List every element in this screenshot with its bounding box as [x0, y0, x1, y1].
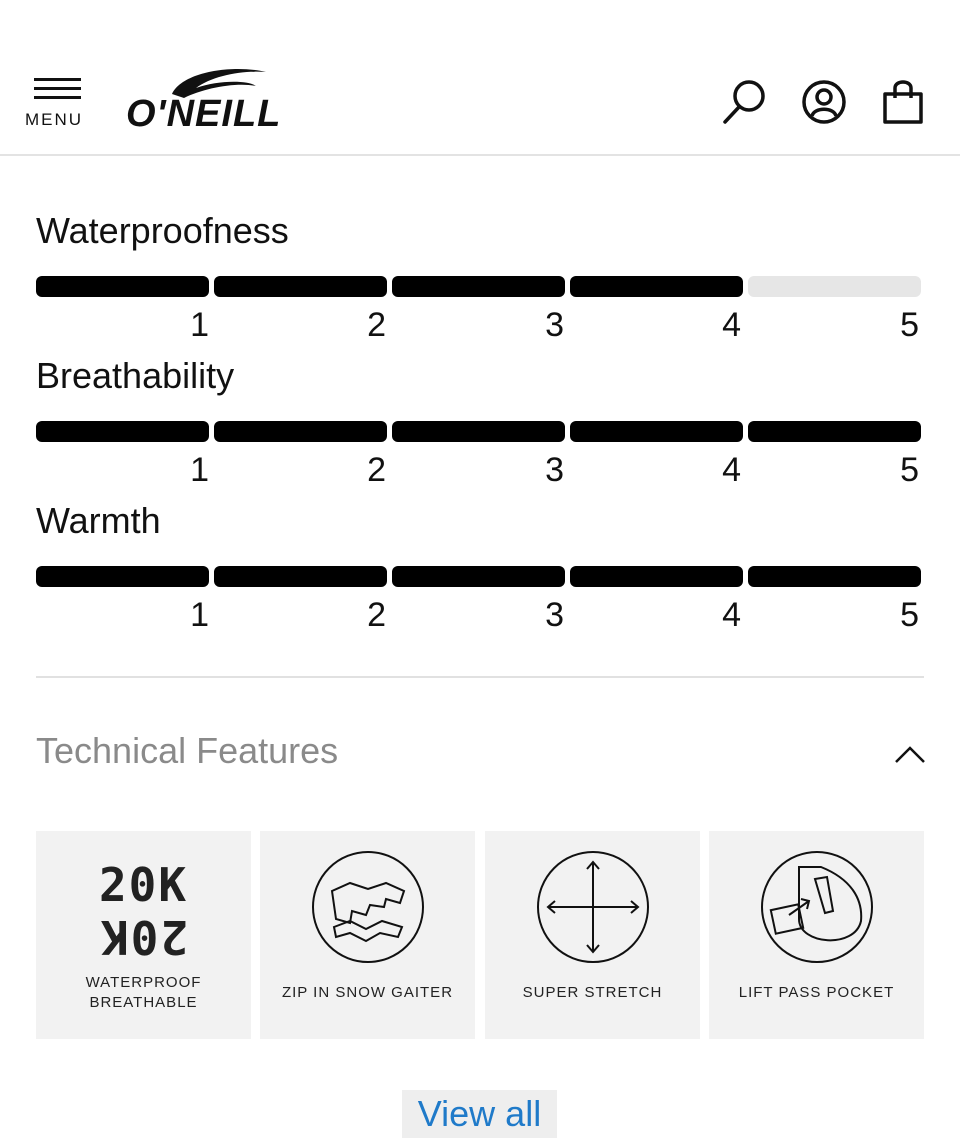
- scale-number: 2: [367, 451, 386, 489]
- scale-number: 3: [545, 596, 564, 634]
- feature-label: WATERPROOF BREATHABLE: [85, 974, 202, 1011]
- bag-icon[interactable]: [879, 78, 927, 126]
- view-all-button[interactable]: View all: [402, 1090, 557, 1138]
- feature-label: SUPER STRETCH: [522, 984, 663, 1001]
- rating-segment-filled: [570, 421, 743, 442]
- scale-number: 2: [367, 306, 386, 344]
- rating-segment-empty: [748, 276, 921, 297]
- rating-segment-filled: [214, 276, 387, 297]
- scale-number: 4: [722, 596, 741, 634]
- rating-segment-filled: [392, 421, 565, 442]
- scale-number: 5: [900, 596, 919, 634]
- rating-segment-filled: [36, 421, 209, 442]
- menu-button[interactable]: [24, 74, 94, 134]
- rating-segment-filled: [570, 276, 743, 297]
- 20k-icon: 20K: [98, 858, 189, 912]
- scale-number: 2: [367, 596, 386, 634]
- rating-segment-filled: [392, 276, 565, 297]
- scale-number: 3: [545, 451, 564, 489]
- logo-wordmark: O'NEILL: [126, 93, 282, 132]
- rating-segment-filled: [748, 566, 921, 587]
- search-icon[interactable]: [721, 78, 769, 126]
- snow-gaiter-icon: [310, 849, 426, 965]
- lift-pass-pocket-icon: [759, 849, 875, 965]
- feature-card-lift-pass[interactable]: [709, 831, 924, 1039]
- section-divider: [36, 676, 924, 678]
- rating-segment-filled: [36, 566, 209, 587]
- rating-segment-filled: [392, 566, 565, 587]
- feature-label: ZIP IN SNOW GAITER: [281, 984, 454, 1001]
- rating-segment-filled: [214, 421, 387, 442]
- feature-card-snow-gaiter[interactable]: [260, 831, 475, 1039]
- rating-label: Waterproofness: [36, 210, 289, 251]
- scale-number: 1: [190, 451, 209, 489]
- chevron-up-icon[interactable]: [893, 742, 927, 766]
- status-area: [0, 0, 960, 34]
- rating-bar: [36, 566, 920, 587]
- rating-bar: [36, 421, 920, 442]
- scale-number: 1: [190, 596, 209, 634]
- scale-number: 5: [900, 451, 919, 489]
- feature-card-waterproof[interactable]: [36, 831, 251, 1039]
- menu-label: MENU: [25, 110, 84, 129]
- technical-features-toggle[interactable]: Technical Features: [36, 730, 339, 771]
- scale-number: 1: [190, 306, 209, 344]
- scale-number: 5: [900, 306, 919, 344]
- rating-segment-filled: [36, 276, 209, 297]
- stretch-arrows-icon: [535, 849, 651, 965]
- 20k-mirror-icon: 20K: [98, 910, 189, 964]
- scale-number: 4: [722, 306, 741, 344]
- feature-card-super-stretch[interactable]: [485, 831, 700, 1039]
- scale-number: 3: [545, 306, 564, 344]
- rating-segment-filled: [214, 566, 387, 587]
- rating-segment-filled: [748, 421, 921, 442]
- rating-label: Warmth: [36, 500, 161, 541]
- hamburger-icon: [34, 78, 81, 100]
- oneill-logo[interactable]: [124, 62, 316, 132]
- rating-segment-filled: [570, 566, 743, 587]
- site-header: [0, 34, 960, 156]
- rating-label: Breathability: [36, 355, 235, 396]
- scale-number: 4: [722, 451, 741, 489]
- rating-bar: [36, 276, 920, 297]
- feature-label: LIFT PASS POCKET: [738, 984, 895, 1001]
- account-icon[interactable]: [800, 78, 848, 126]
